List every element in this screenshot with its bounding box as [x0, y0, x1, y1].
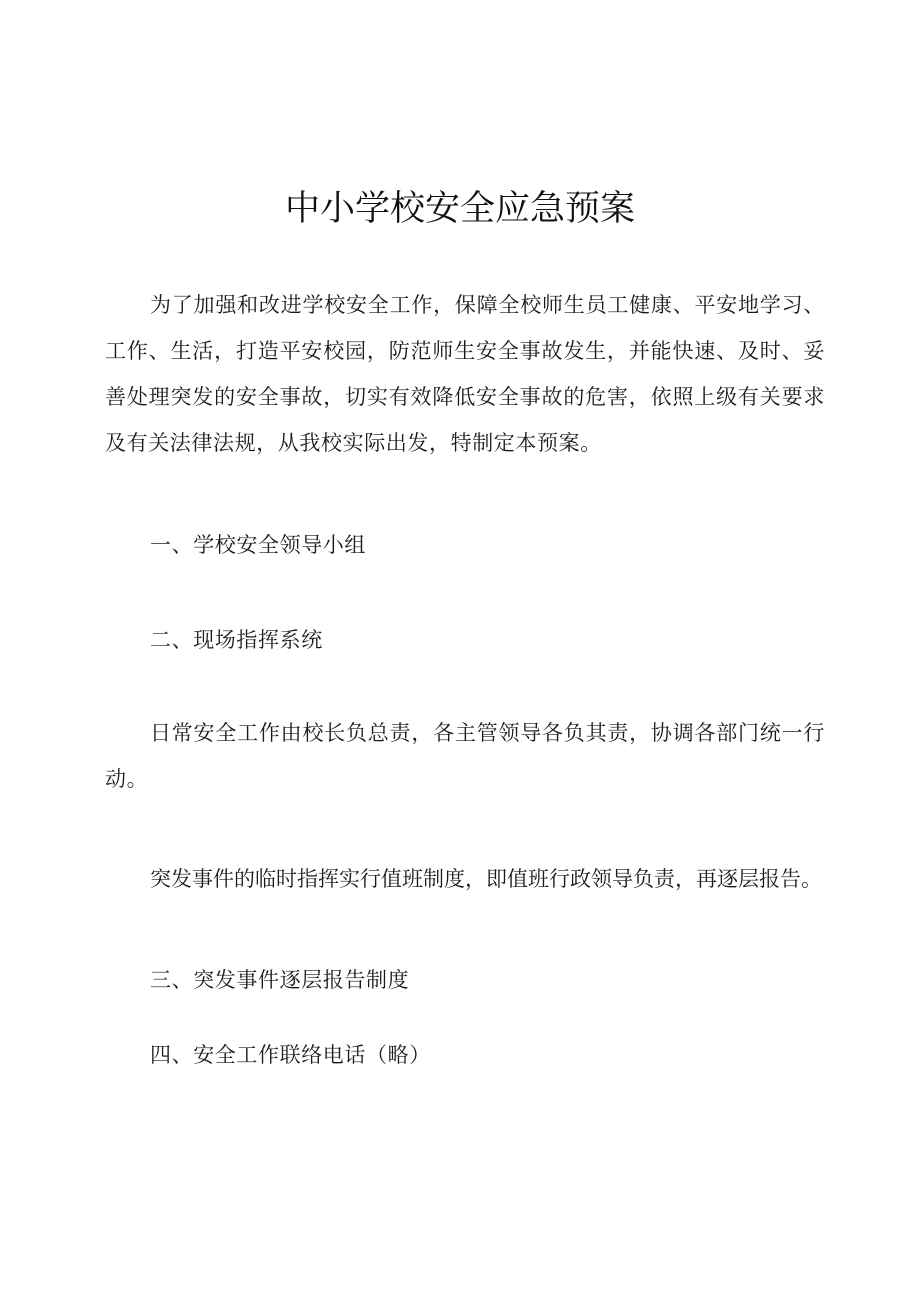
intro-paragraph: 为了加强和改进学校安全工作，保障全校师生员工健康、平安地学习、工作、生活，打造平安校园，防范师生安全事故发生，并能快速、及时、妥善处理突发的安全事故，切实有效降低安全事故的危害，依照上级有关要求及有关法律法规，从我校实际出发，特制定本预案。: [105, 293, 825, 455]
daily-work-paragraph: 日常安全工作由校长负总责，各主管领导各负其责，协调各部门统一行动。: [105, 721, 825, 791]
section-heading-leadership-group: 一、学校安全领导小组: [150, 533, 366, 557]
section-heading-command-system: 二、现场指挥系统: [150, 628, 323, 652]
section-heading-reporting-system: 三、突发事件逐层报告制度: [150, 968, 410, 992]
document-title: 中小学校安全应急预案: [284, 189, 635, 229]
section-heading-contact-phone: 四、安全工作联络电话（略）: [150, 1043, 431, 1067]
emergency-command-paragraph: 突发事件的临时指挥实行值班制度，即值班行政领导负责，再逐层报告。: [150, 867, 822, 891]
